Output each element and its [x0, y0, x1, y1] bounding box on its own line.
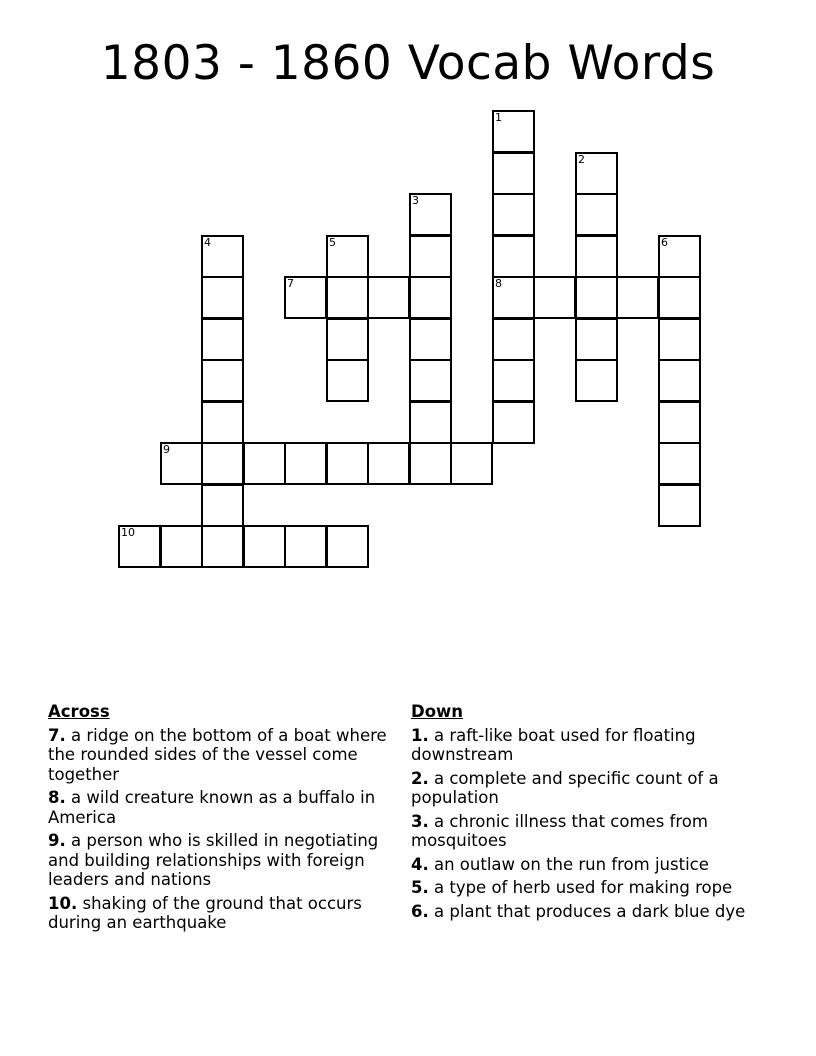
grid-cell[interactable] — [575, 276, 618, 319]
grid-cell[interactable] — [450, 442, 493, 485]
across-heading: Across — [48, 702, 110, 721]
grid-cell[interactable] — [201, 276, 244, 319]
cell-number: 6 — [661, 236, 668, 249]
clue-number: 4. — [411, 854, 429, 874]
grid-cell[interactable] — [575, 152, 618, 195]
grid-cell[interactable] — [326, 525, 369, 568]
page-title: 1803 - 1860 Vocab Words — [100, 36, 716, 91]
grid-cell[interactable] — [492, 193, 535, 236]
clue-text: a raft-like boat used for floating downstream — [411, 725, 696, 764]
grid-cell[interactable] — [575, 359, 618, 402]
grid-cell[interactable] — [492, 276, 535, 319]
grid-cell[interactable] — [160, 525, 203, 568]
grid-cell[interactable] — [243, 525, 286, 568]
grid-cell[interactable] — [492, 110, 535, 153]
clue-number: 7. — [48, 725, 66, 745]
grid-cell[interactable] — [367, 442, 410, 485]
grid-cell[interactable] — [492, 152, 535, 195]
grid-cell[interactable] — [201, 442, 244, 485]
grid-cell[interactable] — [658, 442, 701, 485]
grid-cell[interactable] — [201, 359, 244, 402]
clue-number: 8. — [48, 788, 66, 807]
grid-cell[interactable] — [533, 276, 576, 319]
grid-cell[interactable] — [616, 276, 659, 319]
grid-cell[interactable] — [243, 442, 286, 485]
clue-down-4 — [411, 855, 756, 875]
clue-number: 2. — [411, 768, 429, 788]
grid-cell[interactable] — [284, 276, 327, 319]
grid-cell[interactable] — [409, 318, 452, 361]
grid-cell[interactable] — [658, 359, 701, 402]
clue-text: a person who is skilled in negotiating and building relationships with foreign leaders and nations — [48, 831, 379, 889]
grid-cell[interactable] — [201, 235, 244, 278]
clue-text: a plant that produces a dark blue dye — [428, 901, 746, 921]
grid-cell[interactable] — [492, 235, 535, 278]
clue-number: 3. — [411, 811, 429, 831]
grid-cell[interactable] — [575, 193, 618, 236]
grid-cell[interactable] — [409, 442, 452, 485]
clue-text: shaking of the ground that occurs during an earthquake — [48, 893, 362, 932]
clue-text: a wild creature known as a buffalo in America — [48, 788, 376, 827]
cell-number: 10 — [121, 526, 135, 539]
cell-number: 5 — [329, 236, 336, 249]
clue-number: 6. — [411, 901, 429, 921]
grid-cell[interactable] — [658, 401, 701, 444]
grid-cell[interactable] — [326, 235, 369, 278]
clue-down-5 — [411, 878, 756, 898]
clue-across-7 — [48, 726, 393, 785]
grid-cell[interactable] — [409, 193, 452, 236]
clue-number: 9. — [48, 831, 66, 850]
grid-cell[interactable] — [409, 359, 452, 402]
grid-cell[interactable] — [409, 235, 452, 278]
cell-number: 1 — [495, 111, 502, 124]
grid-cell[interactable] — [658, 484, 701, 527]
cell-number: 2 — [578, 153, 585, 166]
grid-cell[interactable] — [160, 442, 203, 485]
grid-cell[interactable] — [201, 401, 244, 444]
clue-down-6 — [411, 902, 756, 922]
clue-down-1 — [411, 726, 756, 765]
grid-cell[interactable] — [575, 235, 618, 278]
grid-cell[interactable] — [118, 525, 161, 568]
clue-across-9 — [48, 831, 393, 890]
clue-number: 10. — [48, 893, 78, 913]
grid-cell[interactable] — [658, 318, 701, 361]
clue-text: a complete and specific count of a population — [411, 768, 719, 807]
cell-number: 4 — [204, 236, 211, 249]
grid-cell[interactable] — [201, 318, 244, 361]
clue-down-3 — [411, 812, 756, 851]
grid-cell[interactable] — [492, 359, 535, 402]
down-heading: Down — [411, 702, 464, 721]
grid-cell[interactable] — [409, 401, 452, 444]
grid-cell[interactable] — [575, 318, 618, 361]
grid-cell[interactable] — [492, 401, 535, 444]
grid-cell[interactable] — [326, 442, 369, 485]
across-clues — [48, 702, 393, 937]
grid-cell[interactable] — [201, 525, 244, 568]
clue-across-8 — [48, 788, 393, 827]
grid-cell[interactable] — [284, 442, 327, 485]
cell-number: 9 — [163, 443, 170, 456]
grid-cell[interactable] — [201, 484, 244, 527]
clue-number: 5. — [411, 878, 429, 897]
clue-text: a chronic illness that comes from mosquitoes — [411, 811, 708, 850]
clue-text: a type of herb used for making rope — [428, 878, 733, 897]
cell-number: 3 — [412, 194, 419, 207]
grid-cell[interactable] — [284, 525, 327, 568]
cell-number: 8 — [495, 277, 502, 290]
grid-cell[interactable] — [658, 235, 701, 278]
grid-cell[interactable] — [326, 318, 369, 361]
clue-down-2 — [411, 769, 756, 808]
grid-cell[interactable] — [658, 276, 701, 319]
clue-text: an outlaw on the run from justice — [428, 854, 709, 874]
cell-number: 7 — [287, 277, 294, 290]
grid-cell[interactable] — [492, 318, 535, 361]
grid-cell[interactable] — [326, 276, 369, 319]
clue-text: a ridge on the bottom of a boat where the rounded sides of the vessel come together — [48, 725, 387, 784]
grid-cell[interactable] — [409, 276, 452, 319]
grid-cell[interactable] — [367, 276, 410, 319]
grid-cell[interactable] — [326, 359, 369, 402]
down-clues — [411, 702, 756, 925]
clue-across-10 — [48, 894, 393, 933]
clue-number: 1. — [411, 725, 429, 745]
